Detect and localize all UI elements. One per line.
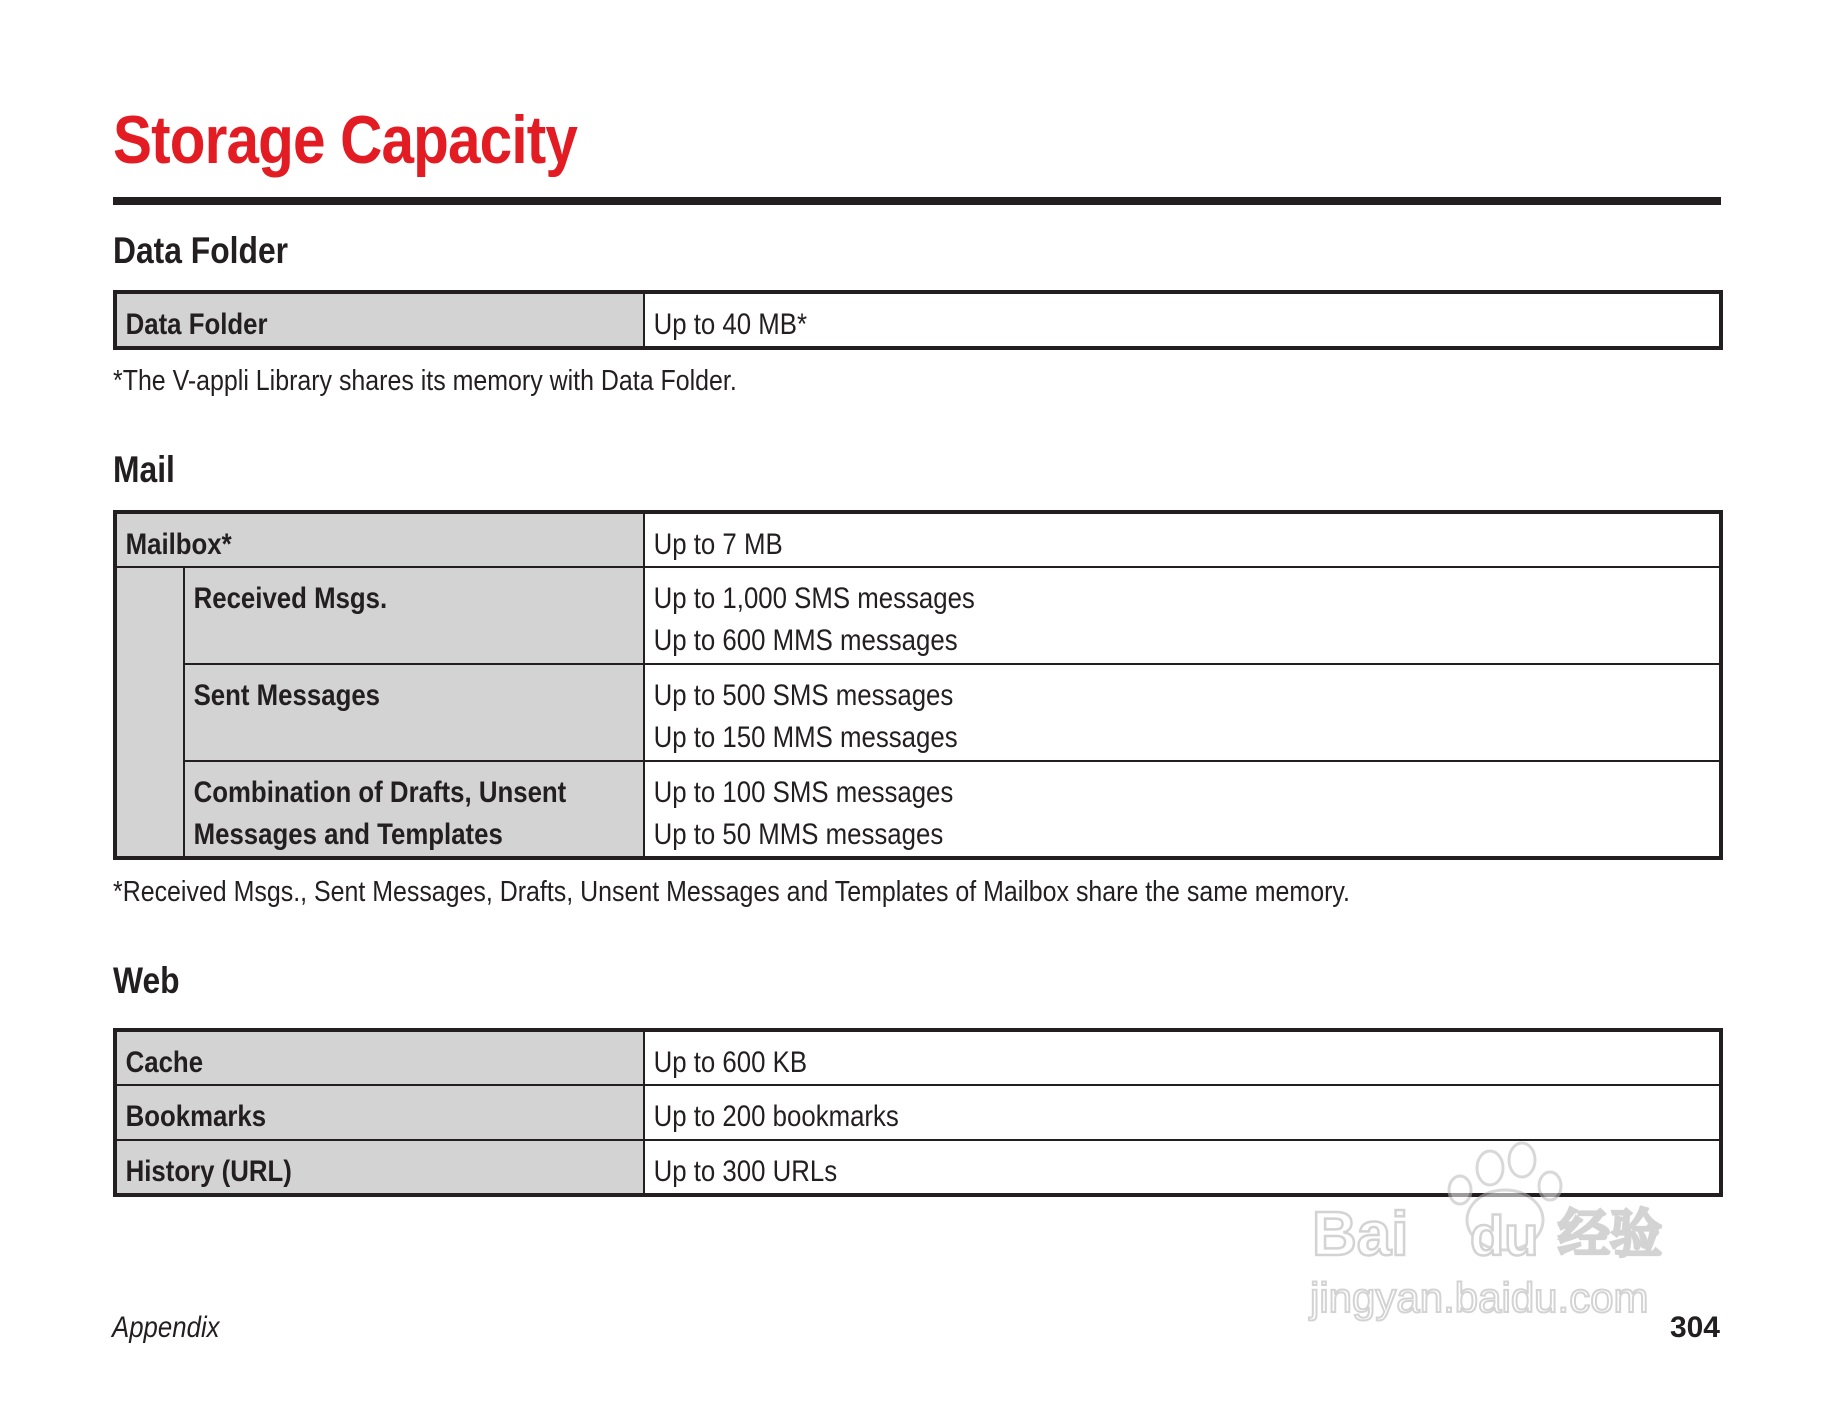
row-label: Received Msgs. xyxy=(193,582,388,615)
web-heading: Web xyxy=(113,960,180,1001)
row-label: Bookmarks xyxy=(125,1100,267,1133)
title-rule xyxy=(113,197,1721,205)
row-value xyxy=(645,762,1569,856)
value-cell xyxy=(644,664,1721,761)
value-cell xyxy=(644,512,1721,567)
row-label: Cache xyxy=(125,1046,204,1079)
row-label: History (URL) xyxy=(125,1155,292,1188)
label-cell xyxy=(184,664,644,761)
table-row xyxy=(115,761,1721,858)
baidu-jingyan-watermark xyxy=(1300,1140,1730,1340)
value-line: Up to 500 SMS messages xyxy=(653,679,954,712)
row-value xyxy=(645,665,1569,759)
row-value: Up to 200 bookmarks xyxy=(653,1100,899,1133)
value-cell xyxy=(644,567,1721,664)
mail-heading: Mail xyxy=(113,449,175,490)
value-line: Up to 100 SMS messages xyxy=(653,776,954,809)
row-label: Sent Messages xyxy=(193,679,381,712)
value-line: Up to 600 MMS messages xyxy=(653,624,958,657)
row-value: Up to 40 MB* xyxy=(653,308,808,341)
value-line: Up to 150 MMS messages xyxy=(653,721,958,754)
value-line: Up to 50 MMS messages xyxy=(653,818,944,851)
table-row xyxy=(115,512,1721,567)
data-folder-heading: Data Folder xyxy=(113,230,289,271)
data-folder-table xyxy=(113,290,1723,350)
label-cell xyxy=(115,292,644,348)
table-row xyxy=(115,1030,1721,1085)
row-value: Up to 600 KB xyxy=(653,1046,808,1079)
label-cell xyxy=(184,567,644,664)
mailbox-label: Mailbox* xyxy=(125,528,232,561)
row-value: Up to 300 URLs xyxy=(653,1155,838,1188)
label-cell xyxy=(115,1030,644,1085)
mail-table xyxy=(113,510,1723,860)
section-label: Appendix xyxy=(112,1311,220,1344)
label-cell xyxy=(115,1085,644,1140)
row-label: Data Folder xyxy=(125,308,268,341)
value-cell xyxy=(644,1085,1721,1140)
label-cell xyxy=(115,512,644,567)
svg-text:jingyan.baidu.com: jingyan.baidu.com xyxy=(1310,1274,1649,1321)
svg-text:du: du xyxy=(1470,1204,1539,1267)
page-number: 304 xyxy=(1669,1311,1720,1344)
page-title: Storage Capacity xyxy=(113,102,577,178)
row-label xyxy=(185,762,579,856)
svg-text:Bai: Bai xyxy=(1312,1200,1409,1269)
svg-text:经验: 经验 xyxy=(1558,1205,1663,1265)
value-cell xyxy=(644,1030,1721,1085)
label-line: Combination of Drafts, Unsent xyxy=(193,776,567,809)
mailbox-value: Up to 7 MB xyxy=(653,528,783,561)
value-line: Up to 1,000 SMS messages xyxy=(653,582,975,615)
table-row xyxy=(115,1085,1721,1140)
label-line: Messages and Templates xyxy=(193,818,504,851)
table-row xyxy=(115,567,1721,664)
row-value xyxy=(645,568,1569,662)
data-folder-note: *The V-appli Library shares its memory with Data Folder. xyxy=(113,365,737,397)
label-cell xyxy=(115,1140,644,1195)
value-cell xyxy=(644,292,1721,348)
table-row xyxy=(115,292,1721,348)
indent-cell xyxy=(115,567,184,858)
value-cell xyxy=(644,761,1721,858)
mail-note: *Received Msgs., Sent Messages, Drafts, Unsent Messages and Templates of Mailbox share the same memory. xyxy=(113,876,1350,908)
label-cell xyxy=(184,761,644,858)
table-row xyxy=(115,664,1721,761)
